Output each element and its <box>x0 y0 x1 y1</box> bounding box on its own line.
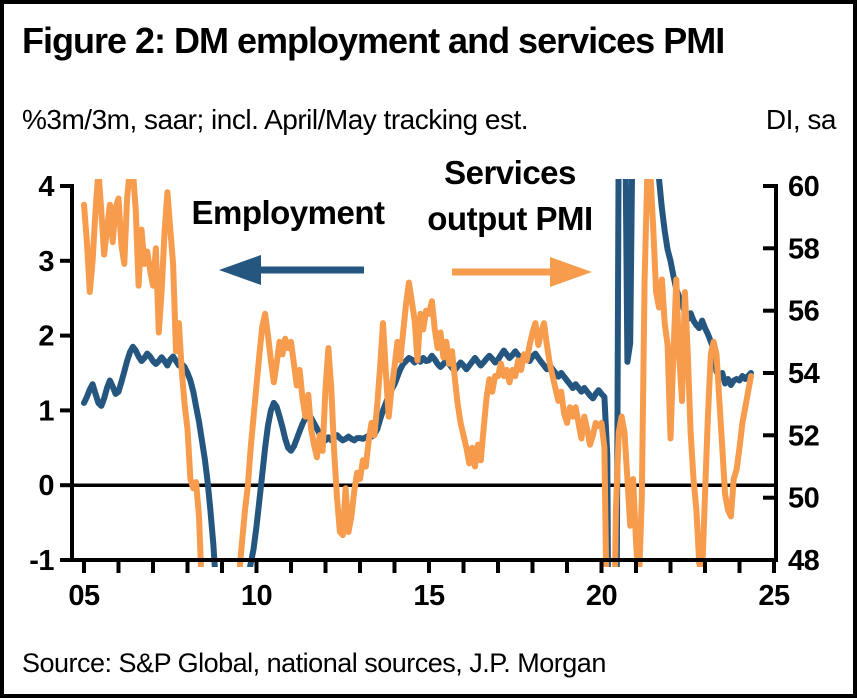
y-right-tick-label: 56 <box>788 295 820 328</box>
x-tick-label: 25 <box>758 580 790 612</box>
y-left-tick-label: 0 <box>38 470 54 503</box>
legend-services-line1: Services <box>444 154 576 191</box>
page-title: Figure 2: DM employment and services PMI <box>22 20 725 61</box>
series-line-services-pmi <box>84 167 751 698</box>
x-tick-label: 20 <box>585 580 618 612</box>
source-note: Source: S&P Global, national sources, J.P. Morgan <box>22 648 606 678</box>
legend-employment-label: Employment <box>191 194 385 231</box>
y-right-tick-label: 48 <box>788 545 820 577</box>
x-tick-label: 15 <box>413 580 445 612</box>
y-left-tick-label: 2 <box>38 320 54 353</box>
left-axis-units-label: %3m/3m, saar; incl. April/May tracking est. <box>22 104 529 135</box>
y-left-tick-label: 4 <box>38 171 54 203</box>
y-left-tick-label: 1 <box>38 395 54 428</box>
x-tick-label: 10 <box>240 580 273 612</box>
employment-left-arrow-icon <box>219 255 364 285</box>
y-right-tick-label: 52 <box>788 420 820 453</box>
y-left-tick-label: 3 <box>38 245 54 278</box>
y-right-tick-label: 54 <box>788 358 820 390</box>
x-tick-label: 05 <box>68 580 100 612</box>
legend-services-line2: output PMI <box>427 200 593 237</box>
legend-services-label <box>404 150 616 242</box>
y-left-tick-label: -1 <box>29 545 54 577</box>
services-right-arrow-icon <box>452 257 592 287</box>
chart-svg <box>4 4 857 698</box>
y-right-tick-label: 58 <box>788 233 820 266</box>
y-right-tick-label: 60 <box>788 171 820 203</box>
y-right-tick-label: 50 <box>788 482 820 515</box>
right-axis-units-label: DI, sa <box>765 104 836 135</box>
